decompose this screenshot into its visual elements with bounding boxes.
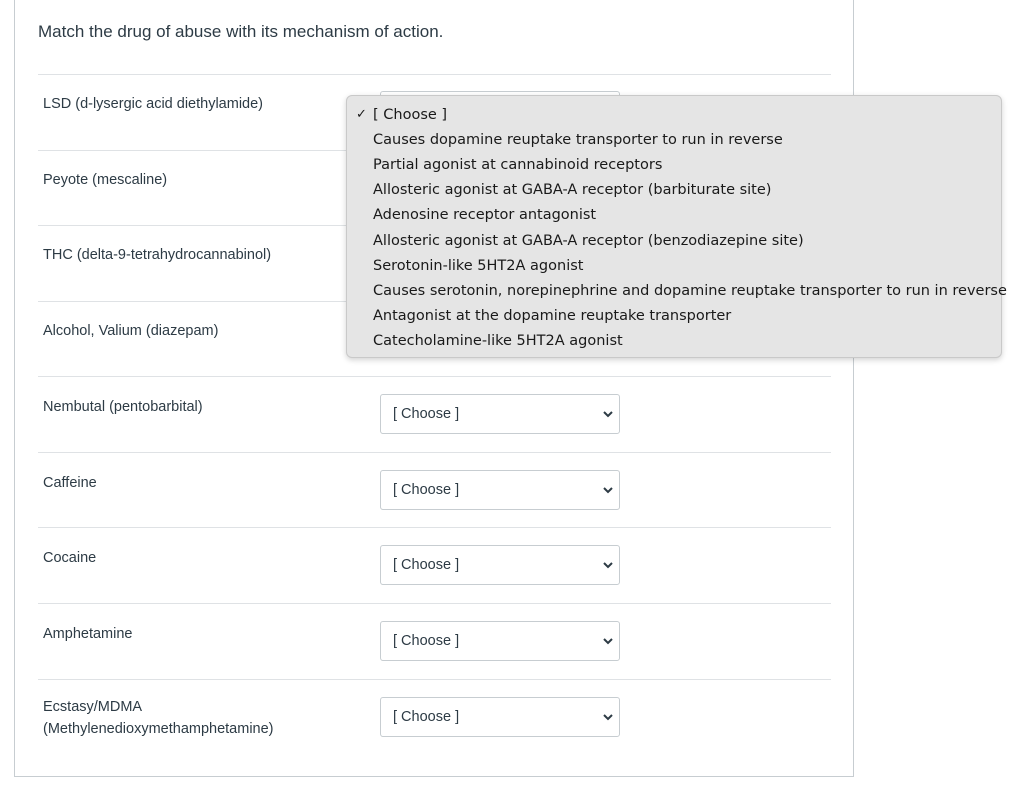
dropdown-option[interactable]: Causes serotonin, norepinephrine and dopamine reuptake transporter to run in reverse	[373, 283, 1007, 299]
chevron-down-icon	[602, 408, 614, 420]
chevron-down-icon	[602, 711, 614, 723]
match-row	[38, 679, 831, 776]
select-value: [ Choose ]	[393, 482, 460, 498]
match-label: Cocaine	[43, 550, 97, 566]
match-label	[43, 696, 333, 740]
select-value: [ Choose ]	[393, 633, 460, 649]
chevron-down-icon	[602, 559, 614, 571]
match-label: Alcohol, Valium (diazepam)	[43, 323, 219, 339]
dropdown-option[interactable]: Catecholamine-like 5HT2A agonist	[373, 333, 623, 349]
answer-select[interactable]	[380, 470, 620, 510]
match-label: THC (delta-9-tetrahydrocannabinol)	[43, 247, 272, 263]
answer-select[interactable]	[380, 621, 620, 661]
match-label: Caffeine	[43, 475, 97, 491]
answer-select[interactable]	[380, 545, 620, 585]
dropdown-option[interactable]: Adenosine receptor antagonist	[373, 207, 597, 223]
select-value: [ Choose ]	[393, 557, 460, 573]
match-label: Amphetamine	[43, 626, 133, 642]
match-row	[38, 527, 831, 604]
match-label-line1: Ecstasy/MDMA	[43, 699, 143, 715]
chevron-down-icon	[602, 484, 614, 496]
match-label: LSD (d-lysergic acid diethylamide)	[43, 96, 263, 112]
checkmark-icon: ✓	[356, 107, 367, 122]
match-row	[38, 376, 831, 453]
dropdown-option[interactable]: Antagonist at the dopamine reuptake transporter	[373, 308, 732, 324]
answer-select[interactable]	[380, 394, 620, 434]
answer-select[interactable]	[380, 697, 620, 737]
match-label: Peyote (mescaline)	[43, 172, 168, 188]
match-row	[38, 452, 831, 528]
select-dropdown-menu	[346, 95, 1007, 358]
dropdown-option-selected[interactable]	[356, 105, 448, 125]
dropdown-option[interactable]: Causes dopamine reuptake transporter to run in reverse	[373, 132, 783, 148]
select-value: [ Choose ]	[393, 709, 460, 725]
dropdown-option[interactable]: Allosteric agonist at GABA-A receptor (barbiturate site)	[373, 182, 772, 198]
question-text: Match the drug of abuse with its mechanism of action.	[38, 22, 444, 41]
match-label-line2: (Methylenedioxymethamphetamine)	[43, 721, 274, 737]
dropdown-option[interactable]: Partial agonist at cannabinoid receptors	[373, 157, 663, 173]
match-row	[38, 603, 831, 680]
match-label: Nembutal (pentobarbital)	[43, 399, 203, 415]
chevron-down-icon	[602, 635, 614, 647]
select-value: [ Choose ]	[393, 406, 460, 422]
dropdown-option[interactable]: Allosteric agonist at GABA-A receptor (benzodiazepine site)	[373, 233, 804, 249]
dropdown-option-label: [ Choose ]	[373, 107, 448, 123]
dropdown-option[interactable]: Serotonin-like 5HT2A agonist	[373, 258, 584, 274]
